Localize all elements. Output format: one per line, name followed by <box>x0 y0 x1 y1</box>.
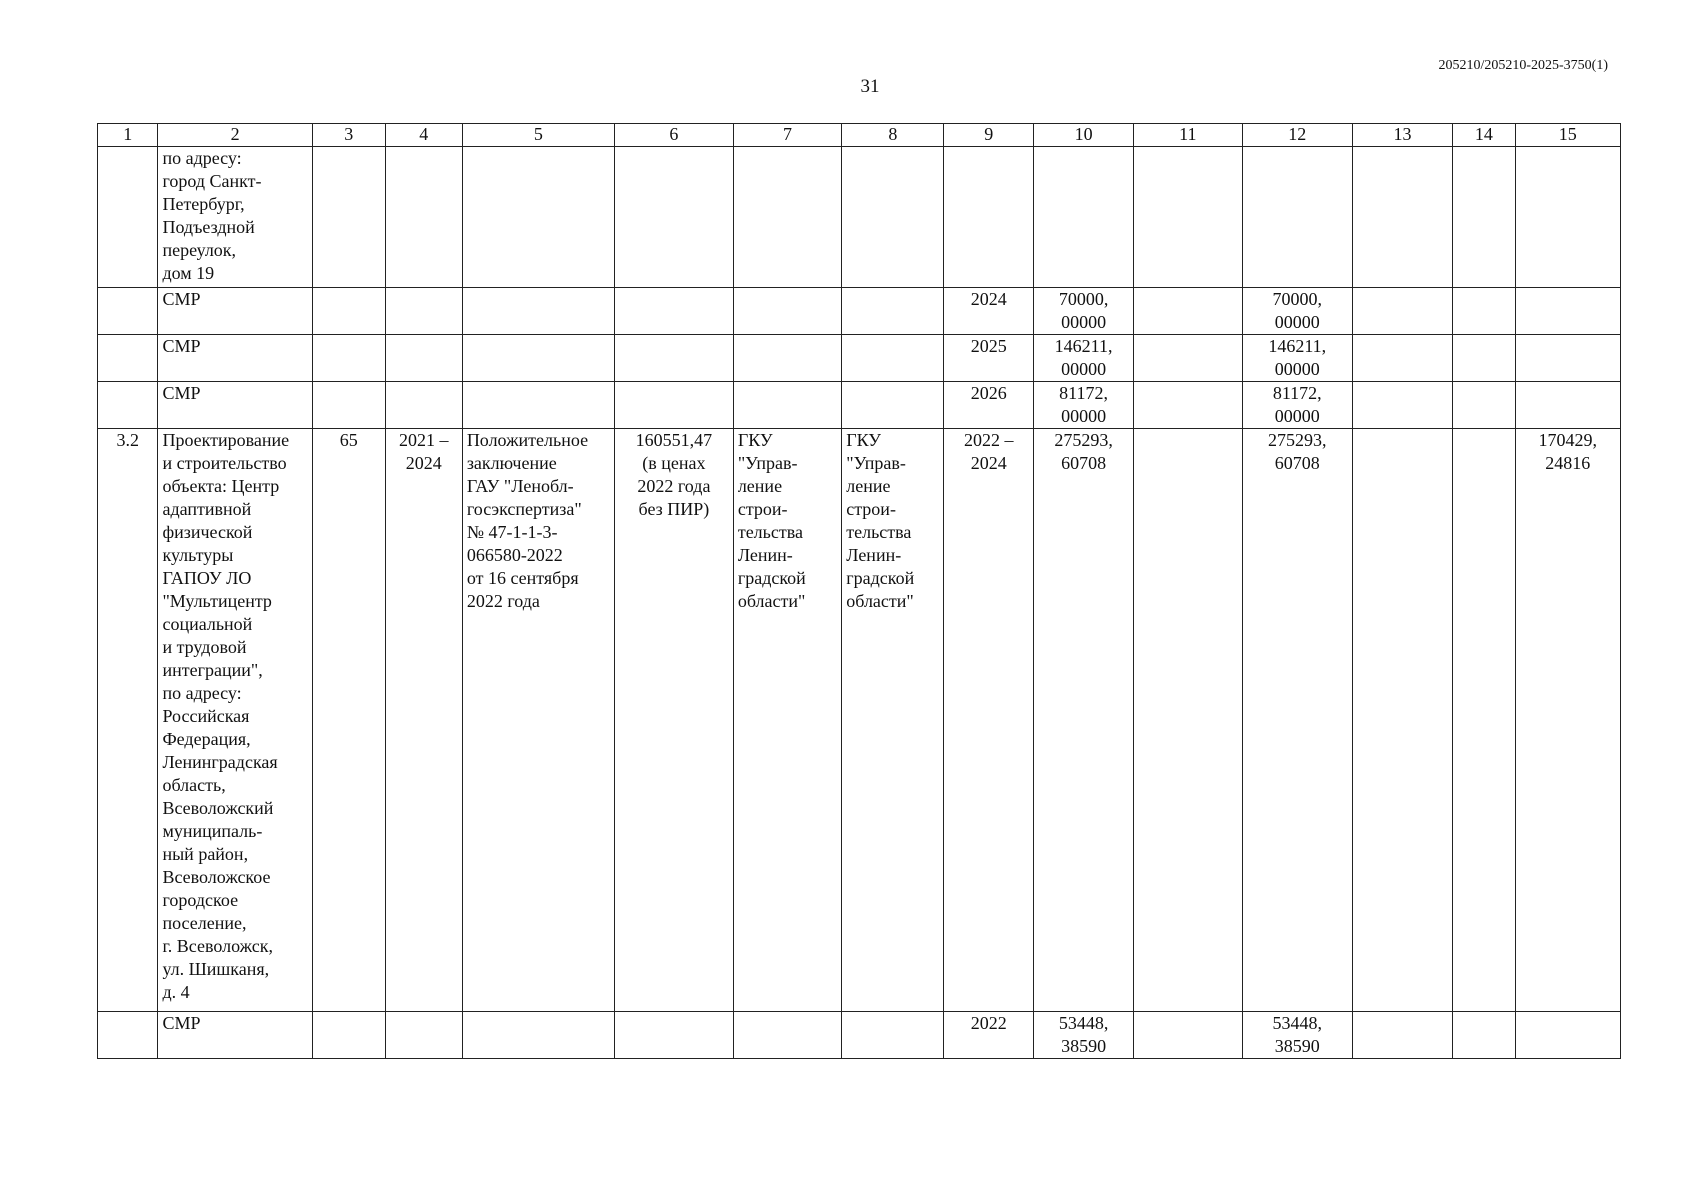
table-cell-col-1: 3.2 <box>98 429 158 1012</box>
column-number-header: 3 <box>312 124 385 147</box>
table-cell-col-6 <box>615 147 734 288</box>
table-cell-col-5 <box>462 382 614 429</box>
table-cell-col-9 <box>944 147 1034 288</box>
table-cell-col-11 <box>1134 429 1242 1012</box>
table-cell-col-7 <box>733 382 841 429</box>
table-cell-col-2: СМР <box>158 288 312 335</box>
table-cell-col-1 <box>98 147 158 288</box>
column-number-header: 1 <box>98 124 158 147</box>
column-number-header: 14 <box>1453 124 1516 147</box>
table-row <box>98 429 1621 1012</box>
table-cell-col-11 <box>1134 1012 1242 1059</box>
table-cell-col-13 <box>1352 288 1452 335</box>
table-cell-col-1 <box>98 1012 158 1059</box>
table-cell-col-6 <box>615 382 734 429</box>
table-row <box>98 335 1621 382</box>
table-cell-col-13 <box>1352 382 1452 429</box>
data-table <box>97 123 1621 1059</box>
column-number-header: 9 <box>944 124 1034 147</box>
table-cell-col-3: 65 <box>312 429 385 1012</box>
table-cell-col-4: 2021 – 2024 <box>385 429 462 1012</box>
column-number-header: 5 <box>462 124 614 147</box>
table-cell-col-8: ГКУ "Управ- ление строи- тельства Ленин- градской области" <box>842 429 944 1012</box>
table-cell-col-12: 81172, 00000 <box>1242 382 1352 429</box>
table-cell-col-14 <box>1453 288 1516 335</box>
table-cell-col-11 <box>1134 288 1242 335</box>
table-cell-col-15: 170429, 24816 <box>1515 429 1620 1012</box>
table-cell-col-2: СМР <box>158 382 312 429</box>
table-cell-col-6: 160551,47 (в ценах 2022 года без ПИР) <box>615 429 734 1012</box>
table-cell-col-15 <box>1515 335 1620 382</box>
table-cell-col-8 <box>842 1012 944 1059</box>
table-row <box>98 147 1621 288</box>
table-cell-col-5 <box>462 335 614 382</box>
column-number-header: 13 <box>1352 124 1452 147</box>
column-number-header: 4 <box>385 124 462 147</box>
table-cell-col-4 <box>385 288 462 335</box>
table-cell-col-13 <box>1352 1012 1452 1059</box>
column-number-header: 15 <box>1515 124 1620 147</box>
table-cell-col-10: 53448, 38590 <box>1034 1012 1134 1059</box>
column-number-header: 7 <box>733 124 841 147</box>
table-cell-col-7 <box>733 147 841 288</box>
table-cell-col-2: СМР <box>158 335 312 382</box>
table-cell-col-10: 81172, 00000 <box>1034 382 1134 429</box>
table-cell-col-9: 2026 <box>944 382 1034 429</box>
table-cell-col-13 <box>1352 335 1452 382</box>
column-number-header: 10 <box>1034 124 1134 147</box>
table-cell-col-4 <box>385 382 462 429</box>
table-cell-col-5 <box>462 147 614 288</box>
page-number: 31 <box>860 76 880 97</box>
table-cell-col-2: Проектирование и строительство объекта: Центр адаптивной физической культуры ГАПОУ ЛО "Мультицентр социальной и трудовой интеграции", по адресу: Российская Федерация, Ленинградская область, Всеволожский муниципаль- ный район, Всеволожское городское поселение, г. Всеволожск, ул. Шишканя, д. 4 <box>158 429 312 1012</box>
table-cell-col-12: 275293, 60708 <box>1242 429 1352 1012</box>
table-cell-col-4 <box>385 147 462 288</box>
document-id: 205210/205210-2025-3750(1) <box>1438 58 1608 73</box>
table-cell-col-5: Положительное заключение ГАУ "Ленобл- госэкспертиза" № 47-1-1-3- 066580-2022 от 16 сентября 2022 года <box>462 429 614 1012</box>
table-cell-col-11 <box>1134 147 1242 288</box>
table-cell-col-13 <box>1352 147 1452 288</box>
header-row <box>98 124 1621 147</box>
table-cell-col-14 <box>1453 1012 1516 1059</box>
table-cell-col-4 <box>385 335 462 382</box>
column-number-header: 8 <box>842 124 944 147</box>
table-cell-col-15 <box>1515 288 1620 335</box>
table-cell-col-7 <box>733 335 841 382</box>
table-cell-col-3 <box>312 1012 385 1059</box>
table-cell-col-3 <box>312 288 385 335</box>
table-cell-col-14 <box>1453 147 1516 288</box>
table-cell-col-7: ГКУ "Управ- ление строи- тельства Ленин- градской области" <box>733 429 841 1012</box>
table-cell-col-15 <box>1515 1012 1620 1059</box>
table-cell-col-6 <box>615 1012 734 1059</box>
table-cell-col-14 <box>1453 382 1516 429</box>
table-cell-col-11 <box>1134 335 1242 382</box>
table-cell-col-3 <box>312 382 385 429</box>
table-cell-col-8 <box>842 147 944 288</box>
table-row <box>98 1012 1621 1059</box>
table-cell-col-7 <box>733 1012 841 1059</box>
column-number-header: 6 <box>615 124 734 147</box>
table-cell-col-7 <box>733 288 841 335</box>
table-cell-col-12: 70000, 00000 <box>1242 288 1352 335</box>
column-number-header: 2 <box>158 124 312 147</box>
table-cell-col-6 <box>615 335 734 382</box>
table-row <box>98 382 1621 429</box>
table-cell-col-1 <box>98 382 158 429</box>
table-cell-col-2: по адресу: город Санкт- Петербург, Подъездной переулок, дом 19 <box>158 147 312 288</box>
table-cell-col-8 <box>842 335 944 382</box>
table-cell-col-9: 2025 <box>944 335 1034 382</box>
table-cell-col-10: 146211, 00000 <box>1034 335 1134 382</box>
column-number-header: 12 <box>1242 124 1352 147</box>
table-cell-col-8 <box>842 382 944 429</box>
table-cell-col-14 <box>1453 429 1516 1012</box>
table-cell-col-13 <box>1352 429 1452 1012</box>
table-cell-col-12: 146211, 00000 <box>1242 335 1352 382</box>
table-cell-col-4 <box>385 1012 462 1059</box>
table-cell-col-2: СМР <box>158 1012 312 1059</box>
table-cell-col-12 <box>1242 147 1352 288</box>
table-cell-col-10 <box>1034 147 1134 288</box>
table-cell-col-10: 70000, 00000 <box>1034 288 1134 335</box>
table-cell-col-3 <box>312 335 385 382</box>
table-cell-col-11 <box>1134 382 1242 429</box>
table-cell-col-15 <box>1515 147 1620 288</box>
table-cell-col-5 <box>462 1012 614 1059</box>
table-cell-col-14 <box>1453 335 1516 382</box>
table-cell-col-8 <box>842 288 944 335</box>
table-cell-col-9: 2022 – 2024 <box>944 429 1034 1012</box>
table-cell-col-9: 2024 <box>944 288 1034 335</box>
column-number-header: 11 <box>1134 124 1242 147</box>
table-cell-col-12: 53448, 38590 <box>1242 1012 1352 1059</box>
table-cell-col-6 <box>615 288 734 335</box>
table-row <box>98 288 1621 335</box>
table-cell-col-3 <box>312 147 385 288</box>
table-cell-col-1 <box>98 288 158 335</box>
table-cell-col-15 <box>1515 382 1620 429</box>
table-cell-col-5 <box>462 288 614 335</box>
table-cell-col-9: 2022 <box>944 1012 1034 1059</box>
table-cell-col-1 <box>98 335 158 382</box>
table-cell-col-10: 275293, 60708 <box>1034 429 1134 1012</box>
